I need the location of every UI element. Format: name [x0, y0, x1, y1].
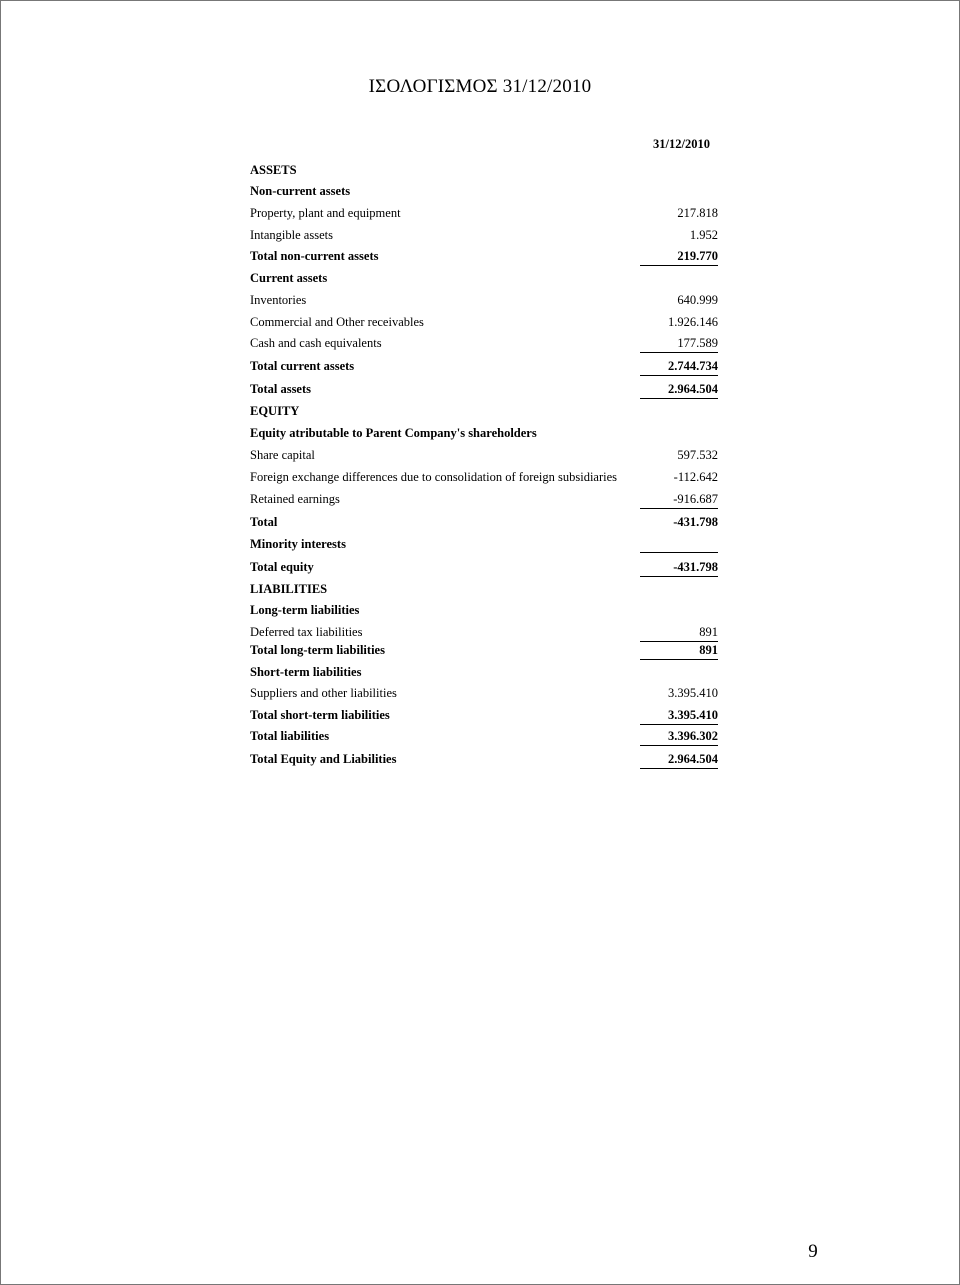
row-label: Long-term liabilities — [250, 603, 360, 617]
row-label: Total current assets — [250, 359, 355, 373]
row-label: Foreign exchange differences due to consolidation of foreign subsidiaries — [250, 470, 618, 484]
document-title: ΙΣΟΛΟΓΙΣΜΟΣ 31/12/2010 — [368, 76, 592, 97]
row-value: 2.964.504 — [640, 380, 718, 399]
row-value: -431.798 — [673, 515, 718, 529]
row-value: 219.770 — [640, 247, 718, 266]
table-row — [250, 334, 720, 352]
table-row — [250, 558, 720, 576]
row-label: Total equity — [250, 560, 314, 574]
column-header-date: 31/12/2010 — [653, 137, 710, 151]
row-label: Commercial and Other receivables — [250, 315, 424, 329]
row-value: 2.744.734 — [640, 357, 718, 376]
table-row — [250, 247, 720, 265]
row-label: Property, plant and equipment — [250, 206, 401, 220]
row-label: Total assets — [250, 382, 312, 396]
row-label: Cash and cash equivalents — [250, 336, 382, 350]
row-label: Retained earnings — [250, 492, 340, 506]
row-label: ASSETS — [250, 163, 297, 177]
row-value: 597.532 — [677, 448, 718, 462]
row-label: Total short-term liabilities — [250, 708, 390, 722]
table-row — [250, 601, 720, 619]
row-label: Total long-term liabilities — [250, 643, 385, 657]
table-row — [250, 535, 720, 553]
table-row — [250, 226, 720, 244]
row-value: 177.589 — [640, 334, 718, 353]
table-row — [250, 580, 720, 598]
row-value: 1.952 — [689, 228, 718, 242]
table-row — [250, 269, 720, 287]
row-label: Equity atributable to Parent Company's shareholders — [250, 426, 537, 440]
row-label: Inventories — [250, 293, 307, 307]
row-label: Short-term liabilities — [250, 665, 362, 679]
row-value: 891 — [640, 641, 718, 660]
table-row — [250, 663, 720, 681]
row-label: Total Equity and Liabilities — [250, 752, 397, 766]
row-value: 640.999 — [677, 293, 718, 307]
row-value: -112.642 — [673, 470, 718, 484]
table-row — [250, 424, 720, 442]
row-value: 2.964.504 — [640, 750, 718, 769]
table-row — [250, 623, 720, 641]
table-row — [250, 446, 720, 464]
table-row — [250, 291, 720, 309]
table-row — [250, 468, 720, 486]
row-label: Non-current assets — [250, 184, 351, 198]
row-label: LIABILITIES — [250, 582, 328, 596]
table-row — [250, 750, 720, 768]
row-label: Intangible assets — [250, 228, 333, 242]
row-value: 217.818 — [677, 206, 718, 220]
row-label: Deferred tax liabilities — [250, 625, 363, 639]
page-number: 9 — [808, 1241, 818, 1262]
row-value: -431.798 — [640, 558, 718, 577]
row-label: Minority interests — [250, 537, 346, 551]
table-row — [250, 357, 720, 375]
row-value: -916.687 — [640, 490, 718, 509]
table-row — [250, 402, 720, 420]
row-label: Total — [250, 515, 278, 529]
row-label: Share capital — [250, 448, 315, 462]
table-row — [250, 313, 720, 331]
table-row — [250, 161, 720, 179]
table-row — [250, 513, 720, 531]
row-value: 3.395.410 — [668, 686, 718, 700]
table-row — [250, 706, 720, 724]
row-label: EQUITY — [250, 404, 300, 418]
table-row — [250, 684, 720, 702]
row-value: 1.926.146 — [668, 315, 718, 329]
row-value: 891 — [640, 623, 718, 642]
table-row — [250, 380, 720, 398]
row-value — [640, 535, 718, 553]
table-row — [250, 490, 720, 508]
row-label: Suppliers and other liabilities — [250, 686, 397, 700]
table-row — [250, 727, 720, 745]
table-row — [250, 641, 720, 659]
row-label: Total liabilities — [250, 729, 330, 743]
row-value: 3.396.302 — [640, 727, 718, 746]
table-row — [250, 204, 720, 222]
row-label: Total non-current assets — [250, 249, 379, 263]
table-row — [250, 182, 720, 200]
row-value: 3.395.410 — [640, 706, 718, 725]
row-label: Current assets — [250, 271, 328, 285]
